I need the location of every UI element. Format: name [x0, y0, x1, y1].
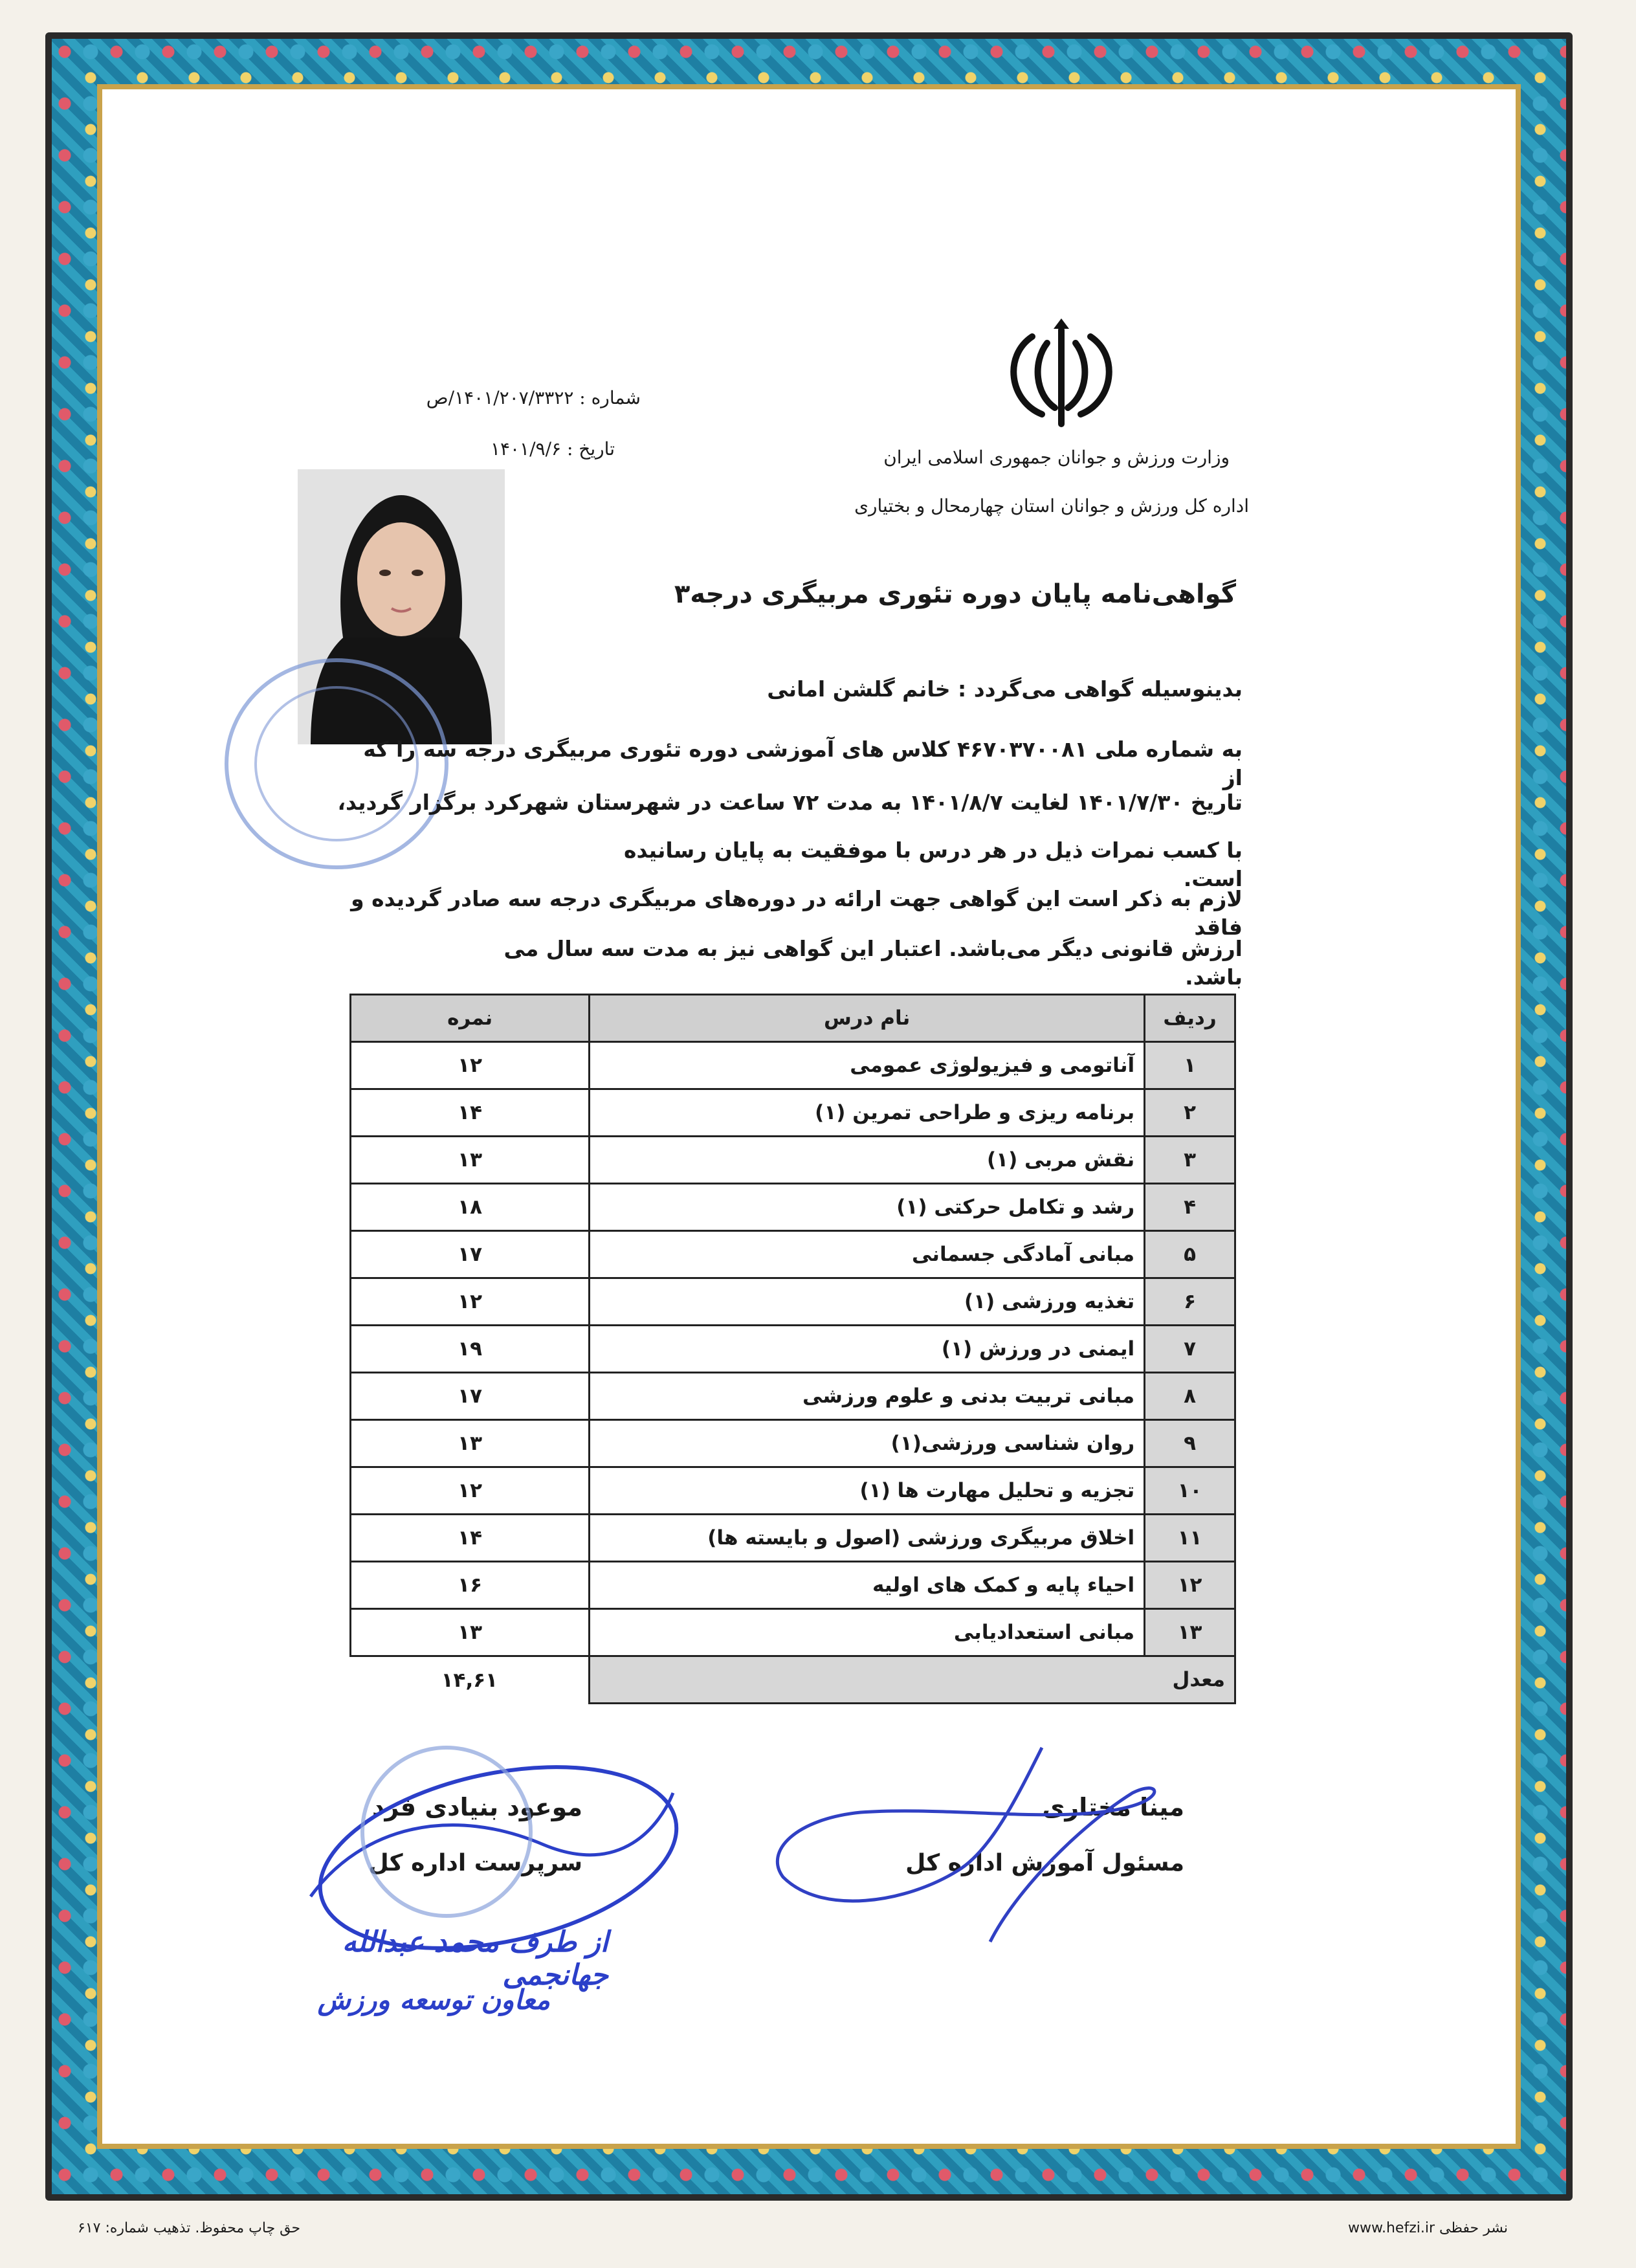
table-row: [351, 1042, 1235, 1089]
course-name: احیاء پایه و کمک های اولیه: [590, 1562, 1145, 1609]
course-name: روان شناسی ورزشی(۱): [590, 1420, 1145, 1467]
course-score: ۱۸: [351, 1184, 590, 1231]
course-score: ۱۲: [351, 1278, 590, 1326]
signer-right-role: مسئول آموزش اداره کل: [905, 1850, 1184, 1876]
iran-emblem-icon: [997, 317, 1126, 434]
course-score: ۱۹: [351, 1326, 590, 1373]
row-index: ۴: [1145, 1184, 1235, 1231]
certificate-title: گواهی‌نامه پایان دوره تئوری مربیگری درجه۳: [674, 579, 1236, 609]
row-index: ۱۱: [1145, 1515, 1235, 1562]
course-score: ۱۳: [351, 1137, 590, 1184]
certificate-line-5: لازم به ذکر است این گواهی جهت ارائه در دوره‌های مربیگری درجه سه صادر گردیده و فاقد: [351, 886, 1243, 940]
row-index: ۸: [1145, 1373, 1235, 1420]
handwritten-on-behalf: از طرف محمد عبدالله جهانجمی: [342, 1926, 608, 1992]
department-name: اداره کل ورزش و جوانان استان چهارمحال و بختیاری: [854, 495, 1249, 517]
course-score: ۱۳: [351, 1609, 590, 1656]
footer-publisher: www.hefzi.ir نشر حفظی: [1348, 2220, 1508, 2236]
row-index: ۱۰: [1145, 1467, 1235, 1515]
row-index: ۱۳: [1145, 1609, 1235, 1656]
row-index: ۱۲: [1145, 1562, 1235, 1609]
course-name: نقش مربی (۱): [590, 1137, 1145, 1184]
table-row: [351, 1373, 1235, 1420]
certificate-line-2: به شماره ملی ۴۶۷۰۳۷۰۰۸۱ کلاس های آموزشی دوره تئوری مربیگری درجه سه را که از: [363, 737, 1243, 790]
row-index: ۹: [1145, 1420, 1235, 1467]
signer-right-name: مینا مختاری: [1042, 1793, 1184, 1821]
table-row: [351, 1467, 1235, 1515]
row-index: ۷: [1145, 1326, 1235, 1373]
table-row: [351, 1231, 1235, 1278]
row-index: ۵: [1145, 1231, 1235, 1278]
signature-right-icon: [744, 1722, 1197, 1968]
signer-left-role: سرپرست اداره کل: [368, 1850, 582, 1876]
course-name: برنامه ریزی و طراحی تمرین (۱): [590, 1089, 1145, 1137]
course-name: مبانی استعدادیابی: [590, 1609, 1145, 1656]
row-index: ۲: [1145, 1089, 1235, 1137]
table-row: [351, 1515, 1235, 1562]
letter-date: تاریخ : ۱۴۰۱/۹/۶: [490, 438, 615, 460]
table-header-row: [351, 995, 1235, 1042]
course-name: مبانی آمادگی جسمانی: [590, 1231, 1145, 1278]
grades-table: [349, 994, 1236, 1704]
footer-copyright: حق چاپ محفوظ. تذهیب شماره: ۶۱۷: [78, 2220, 301, 2236]
table-row: [351, 1089, 1235, 1137]
header-course-name: نام درس: [590, 995, 1145, 1042]
table-row: [351, 1326, 1235, 1373]
row-index: ۳: [1145, 1137, 1235, 1184]
course-score: ۱۷: [351, 1373, 590, 1420]
certificate-line-3: تاریخ ۱۴۰۱/۷/۳۰ لغایت ۱۴۰۱/۸/۷ به مدت ۷۲ ساعت در شهرستان شهرکرد برگزار گردید،: [337, 790, 1243, 815]
average-label: معدل: [590, 1656, 1235, 1704]
course-score: ۱۲: [351, 1467, 590, 1515]
letter-number: شماره : ۱۴۰۱/۲۰۷/۳۳۲۲/ص: [426, 387, 641, 408]
course-name: تغذیه ورزشی (۱): [590, 1278, 1145, 1326]
course-name: تجزیه و تحلیل مهارت ها (۱): [590, 1467, 1145, 1515]
average-row: [351, 1656, 1235, 1704]
certificate-line-6: ارزش قانونی دیگر می‌باشد. اعتبار این گواهی نیز به مدت سه سال می باشد.: [503, 936, 1243, 990]
header-row-number: ردیف: [1145, 995, 1235, 1042]
average-value: ۱۴,۶۱: [441, 1668, 498, 1692]
table-row: [351, 1609, 1235, 1656]
course-score: ۱۴: [351, 1089, 590, 1137]
table-row: [351, 1562, 1235, 1609]
course-score: ۱۲: [351, 1042, 590, 1089]
signer-left-name: موعود بنیادی فرد: [371, 1793, 582, 1821]
course-name: ایمنی در ورزش (۱): [590, 1326, 1145, 1373]
header-score: نمره: [351, 995, 590, 1042]
course-name: آناتومی و فیزیولوژی عمومی: [590, 1042, 1145, 1089]
row-index: ۱: [1145, 1042, 1235, 1089]
table-row: [351, 1184, 1235, 1231]
handwritten-deputy-title: معاون توسعه ورزش: [317, 1984, 550, 2016]
ministry-name: وزارت ورزش و جوانان جمهوری اسلامی ایران: [883, 447, 1230, 468]
stamp-lower-icon: [337, 1735, 557, 1929]
certificate-line-1: بدینوسیله گواهی می‌گردد : خانم گلشن امانی: [767, 676, 1243, 702]
table-row: [351, 1137, 1235, 1184]
course-name: مبانی تربیت بدنی و علوم ورزشی: [590, 1373, 1145, 1420]
course-name: اخلاق مربیگری ورزشی (اصول و بایسته ها): [590, 1515, 1145, 1562]
course-score: ۱۳: [351, 1420, 590, 1467]
course-name: رشد و تکامل حرکتی (۱): [590, 1184, 1145, 1231]
table-row: [351, 1278, 1235, 1326]
table-row: [351, 1420, 1235, 1467]
certificate-line-4: با کسب نمرات ذیل در هر درس با موفقیت به پایان رسانیده است.: [623, 838, 1243, 891]
course-score: ۱۶: [351, 1562, 590, 1609]
course-score: ۱۷: [351, 1231, 590, 1278]
row-index: ۶: [1145, 1278, 1235, 1326]
course-score: ۱۴: [351, 1515, 590, 1562]
